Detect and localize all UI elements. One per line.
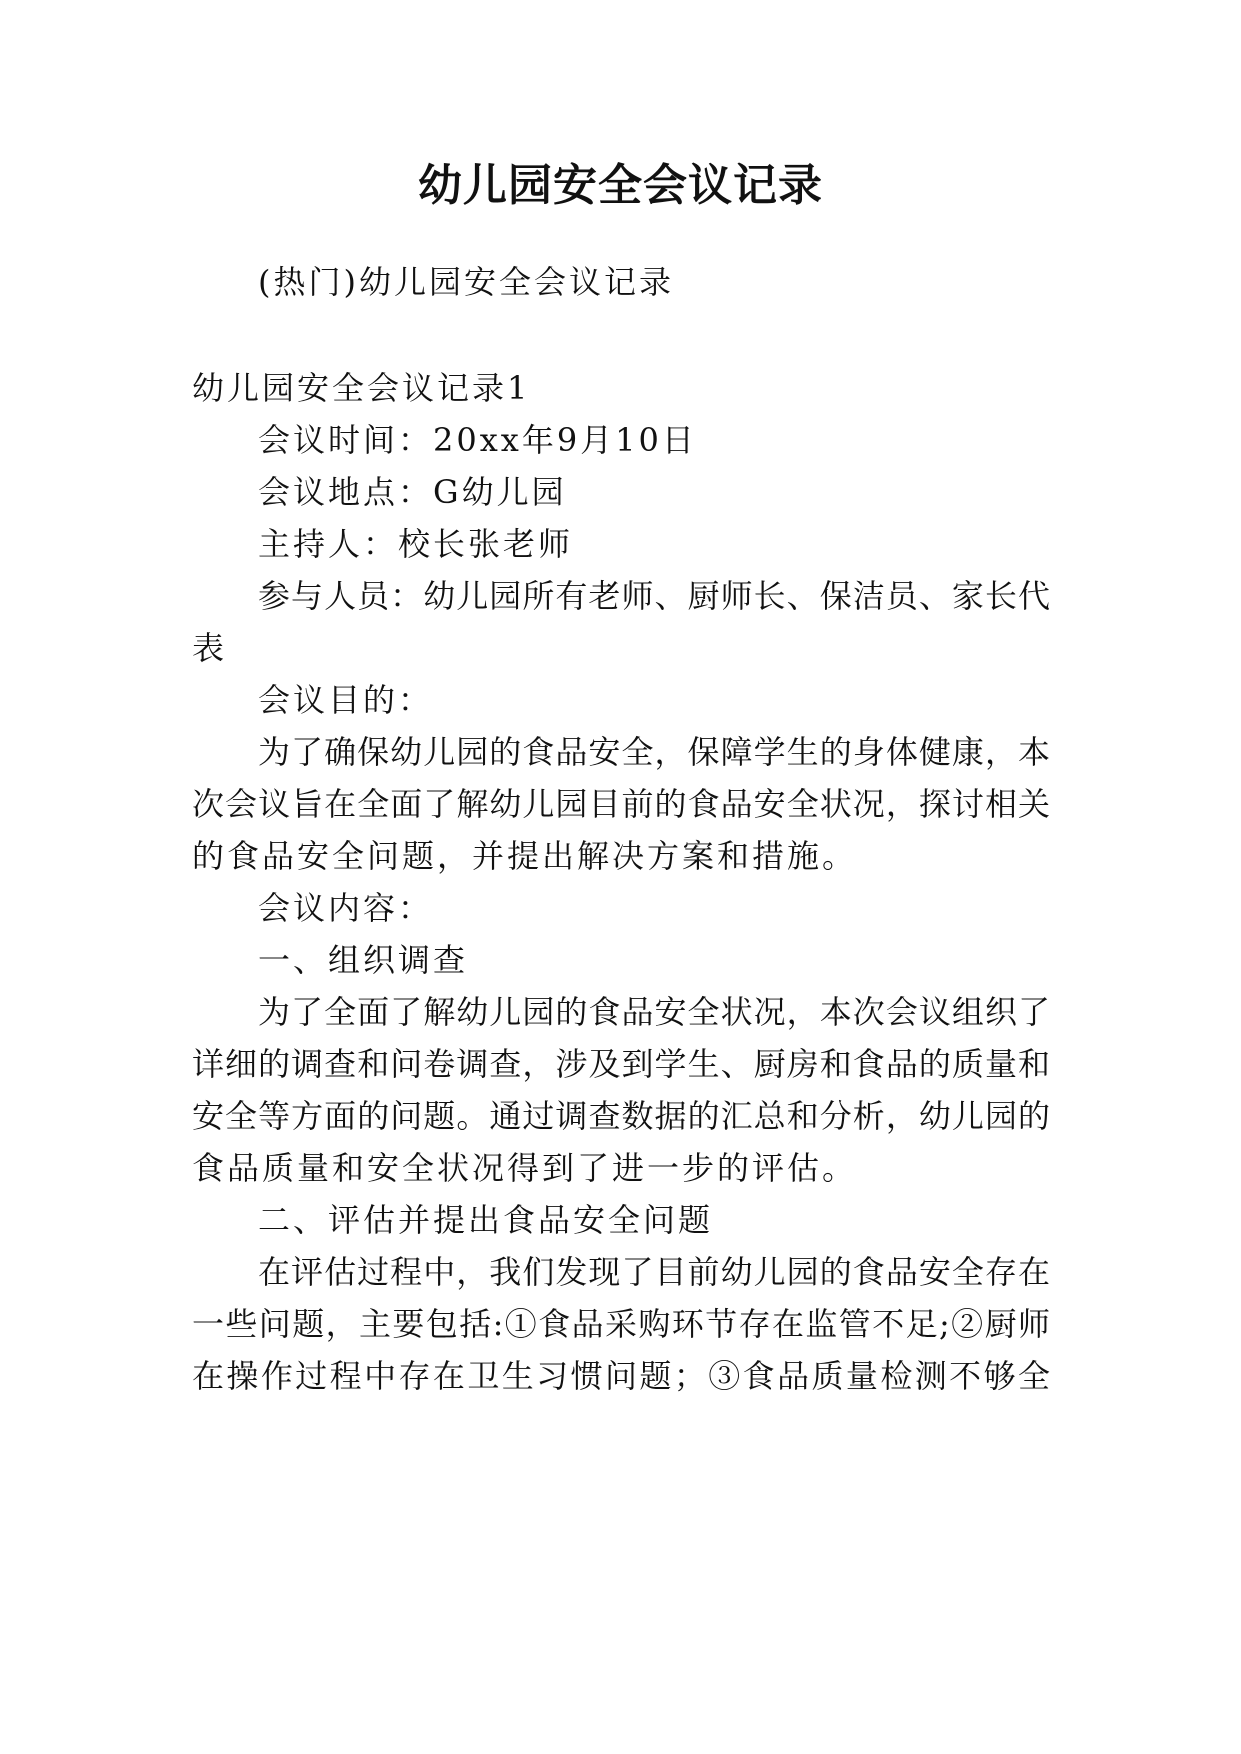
item-2-line-1: 在评估过程中，我们发现了目前幼儿园的食品安全存在 — [258, 1253, 1050, 1291]
item-2-line-3: 在操作过程中存在卫生习惯问题；③食品质量检测不够全 — [192, 1357, 1050, 1395]
document-title: 幼儿园安全会议记录 — [418, 160, 823, 211]
meeting-place: 会议地点：G幼儿园 — [258, 473, 567, 511]
purpose-label: 会议目的： — [258, 681, 434, 719]
item-1-line-3: 安全等方面的问题。通过调查数据的汇总和分析，幼儿园的 — [192, 1097, 1050, 1135]
item-1-line-4: 食品质量和安全状况得到了进一步的评估。 — [192, 1149, 858, 1187]
item-1-line-2: 详细的调查和问卷调查，涉及到学生、厨房和食品的质量和 — [192, 1045, 1050, 1083]
item-2-line-2: 一些问题，主要包括:①食品采购环节存在监管不足;②厨师 — [192, 1305, 1050, 1343]
purpose-line-2: 次会议旨在全面了解幼儿园目前的食品安全状况，探讨相关 — [192, 785, 1050, 823]
item-2-heading: 二、评估并提出食品安全问题 — [258, 1201, 714, 1239]
document-subtitle: (热门)幼儿园安全会议记录 — [258, 263, 674, 301]
content-label: 会议内容： — [258, 889, 434, 927]
participants-line-2: 表 — [192, 629, 228, 667]
purpose-line-3: 的食品安全问题，并提出解决方案和措施。 — [192, 837, 858, 875]
meeting-host: 主持人：校长张老师 — [258, 525, 574, 563]
meeting-time: 会议时间：20xx年9月10日 — [258, 421, 697, 459]
participants-line-1: 参与人员：幼儿园所有老师、厨师长、保洁员、家长代 — [258, 577, 1050, 615]
item-1-heading: 一、组织调查 — [258, 941, 469, 979]
item-1-line-1: 为了全面了解幼儿园的食品安全状况，本次会议组织了 — [258, 993, 1050, 1031]
purpose-line-1: 为了确保幼儿园的食品安全，保障学生的身体健康，本 — [258, 733, 1050, 771]
section-heading: 幼儿园安全会议记录1 — [192, 369, 531, 407]
